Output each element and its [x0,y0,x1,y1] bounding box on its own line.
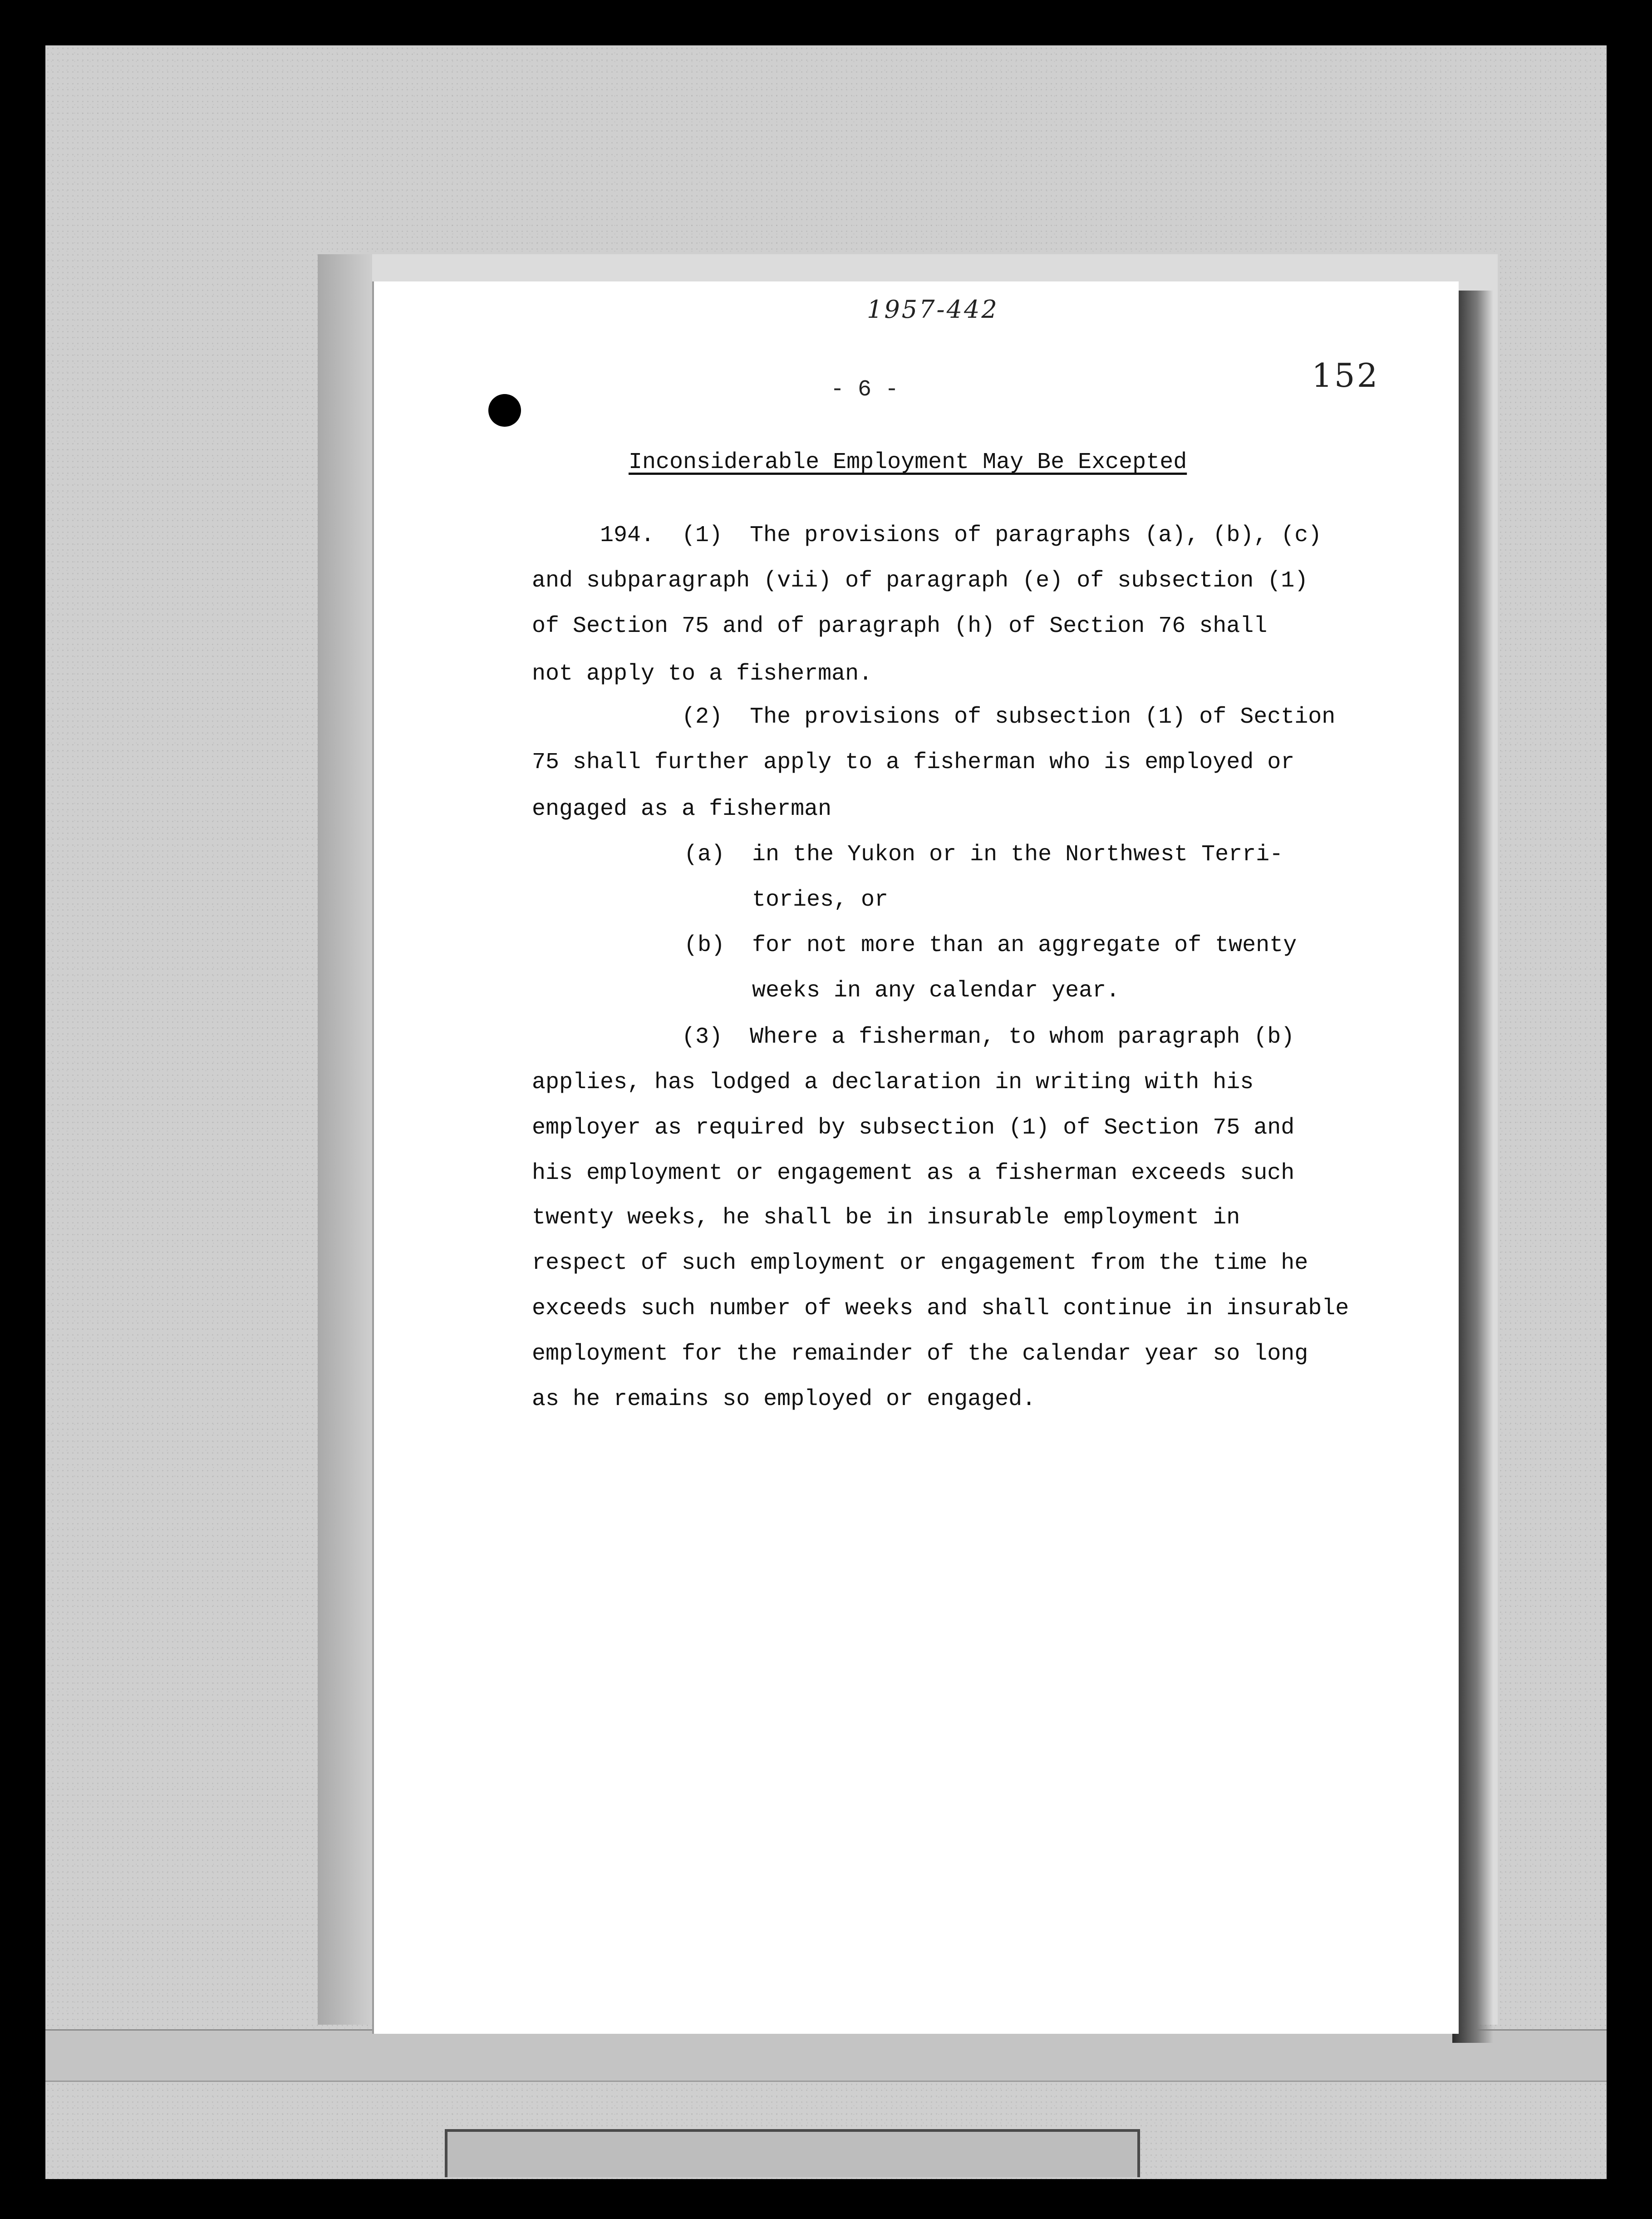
body-line: exceeds such number of weeks and shall continue in insurable [532,1296,1349,1322]
body-line: and subparagraph (vii) of paragraph (e) of subsection (1) [532,568,1308,594]
item-line: weeks in any calendar year. [752,978,1120,1004]
body-line: of Section 75 and of paragraph (h) of Section 76 shall [532,613,1268,639]
body-line: (2) The provisions of subsection (1) of Section [532,704,1336,730]
handwritten-reference: 1957-442 [867,295,999,324]
punch-hole [488,394,521,427]
underlying-sheet-edge [318,254,372,2025]
section-heading: Inconsiderable Employment May Be Excepted [629,449,1187,475]
body-line: as he remains so employed or engaged. [532,1386,1036,1412]
bottom-tab [445,2129,1140,2177]
body-line: his employment or engagement as a fisherman exceeds such [532,1160,1295,1186]
item-label: (a) [684,842,725,868]
stamp-number: 152 [1312,356,1380,394]
body-line: applies, has lodged a declaration in writing with his [532,1070,1254,1095]
page-number: - 6 - [831,377,899,403]
body-line: not apply to a fisherman. [532,661,873,687]
item-line: in the Yukon or in the Northwest Terri- [752,842,1283,868]
bottom-fold-strip [45,2029,1607,2082]
body-line: twenty weeks, he shall be in insurable employment in [532,1205,1240,1231]
item-label: (b) [684,932,725,958]
body-line: 75 shall further apply to a fisherman who is employed or [532,750,1295,775]
body-line: employment for the remainder of the calendar year so long [532,1341,1308,1367]
body-line: (3) Where a fisherman, to whom paragraph (b) [532,1024,1295,1050]
body-line: respect of such employment or engagement from the time he [532,1250,1308,1276]
item-line: tories, or [752,887,889,913]
body-line: engaged as a fisherman [532,796,832,822]
body-line: employer as required by subsection (1) of Section 75 and [532,1115,1295,1141]
body-line: 194. (1) The provisions of paragraphs (a), (b), (c) [600,523,1322,548]
item-line: for not more than an aggregate of twenty [752,932,1297,958]
